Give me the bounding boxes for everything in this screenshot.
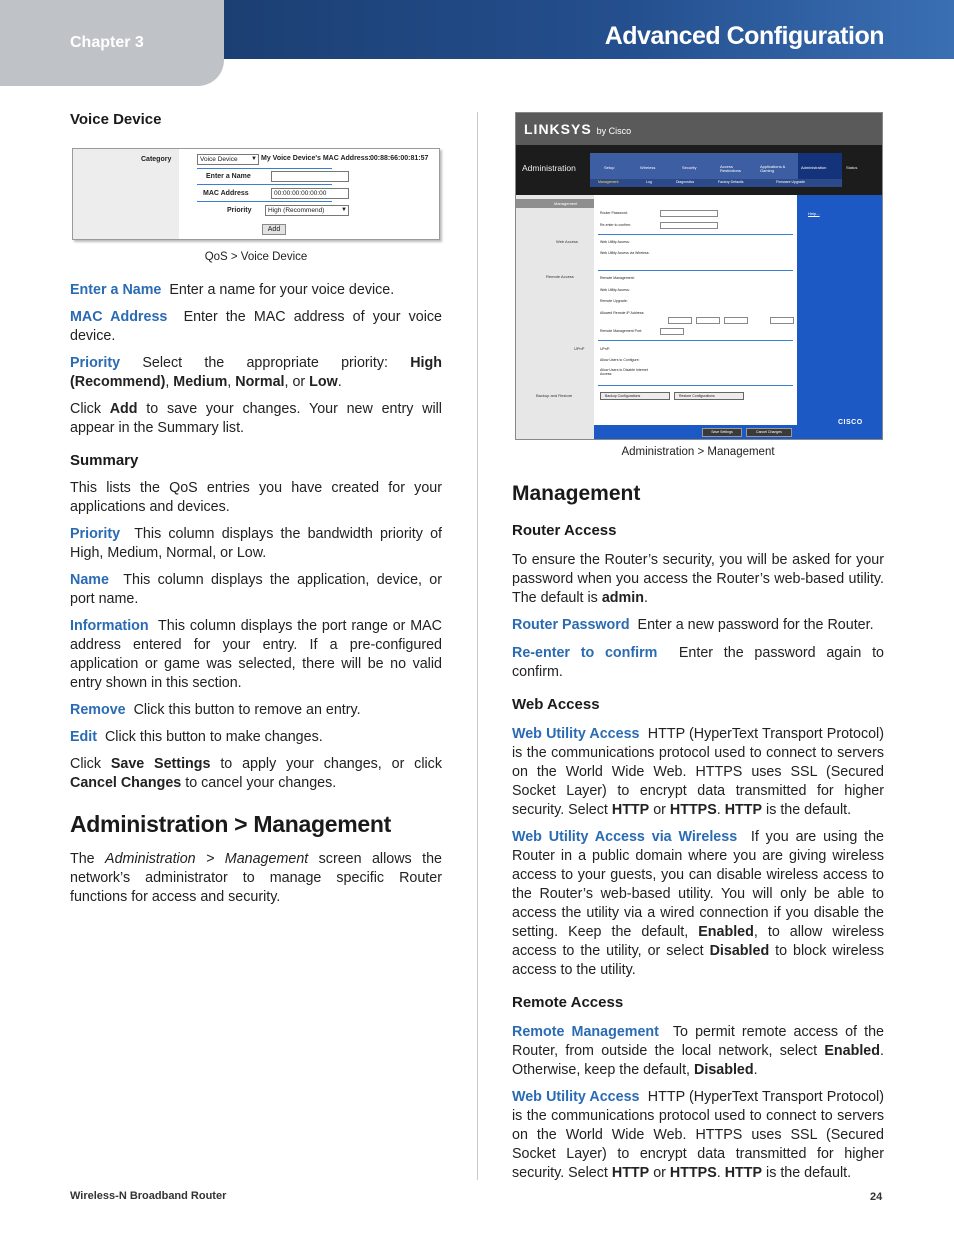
mac-para bbox=[70, 308, 442, 346]
rm-para: Remote Management To permit remote access of the Router, from outside the local network, select Enabled. Otherwise, keep the default, Disabled. bbox=[512, 1024, 884, 1078]
click-add-para bbox=[70, 400, 442, 438]
subtab-management: Management bbox=[598, 180, 619, 184]
http-bold: HTTP bbox=[724, 1165, 763, 1181]
https-bold: HTTPS bbox=[669, 802, 717, 818]
priority-text: Select the appropriate priority: bbox=[142, 355, 388, 371]
reenter-input bbox=[660, 222, 718, 229]
field-router-password: Router Password: bbox=[600, 211, 628, 215]
wua-para: Web Utility Access HTTP (HyperText Transport Protocol) is the communications protocol used to connect to servers on the World Wide Web. HTTPS uses SSL (Secured Socket Layer) to encrypt data transmitted for higher security. Select HTTP or HTTPS. HTTP is the default. bbox=[512, 726, 884, 818]
field-remote-upgrade: Remote Upgrade: bbox=[600, 299, 628, 303]
enabled-bold: Enabled bbox=[698, 924, 754, 940]
save-mid: to apply your changes, or click bbox=[220, 756, 442, 772]
s-remove-text: Click this button to remove an entry. bbox=[133, 702, 361, 718]
subtab-factory-defaults: Factory Defaults bbox=[718, 180, 744, 184]
dropdown-arrow-icon: ▼ bbox=[251, 156, 257, 162]
enabled-bold: Enabled bbox=[824, 1043, 880, 1059]
add-button: Add bbox=[262, 224, 286, 235]
term-wua-wireless: Web Utility Access via Wireless bbox=[512, 829, 738, 845]
wua2-para: Web Utility Access HTTP (HyperText Transport Protocol) is the communications protocol used to connect to servers on the World Wide Web. HTTPS uses SSL (Secured Socket Layer) to encrypt data transmitted for higher security. Select HTTP or HTTPS. HTTP is the default. bbox=[512, 1089, 884, 1181]
side-backup-restore: Backup and Restore bbox=[536, 393, 573, 398]
separator bbox=[598, 385, 793, 386]
save-post: to cancel your changes. bbox=[185, 775, 337, 791]
side-web-access: Web Access bbox=[556, 239, 578, 244]
field-remote-port: Remote Management Port: bbox=[600, 329, 643, 333]
wua-text: HTTP (HyperText Transport Protocol) is the communications protocol used to connect to servers on the World Wide Web. HTTPS uses SSL (Secured Socket Layer) to encrypt data transmitted for higher security. Select bbox=[512, 726, 884, 818]
summary-para: This lists the QoS entries you have created for your applications and devices. bbox=[70, 480, 442, 515]
http-bold: HTTP bbox=[611, 802, 650, 818]
term-router-password: Router Password bbox=[512, 617, 630, 633]
tab-administration: Administration bbox=[801, 165, 827, 170]
save-settings-button: Save Settings bbox=[702, 428, 742, 437]
s-remove-para bbox=[70, 701, 442, 720]
category-label: Category bbox=[141, 156, 172, 163]
web-access-heading: Web Access bbox=[512, 696, 600, 713]
category-select bbox=[197, 154, 259, 165]
field-web-utility-access-2: Web Utility Access: bbox=[600, 288, 630, 292]
chapter-label: Chapter 3 bbox=[70, 34, 144, 51]
admin-ital: Administration > Management bbox=[105, 851, 309, 867]
logo-text: LINKSYS bbox=[524, 121, 592, 137]
is-default: is the default. bbox=[766, 802, 852, 818]
term-web-utility-access: Web Utility Access bbox=[512, 726, 640, 742]
separator bbox=[598, 270, 793, 271]
page-number: 24 bbox=[870, 1191, 883, 1203]
is-default: is the default. bbox=[766, 1165, 852, 1181]
term-web-utility-access-2: Web Utility Access bbox=[512, 1089, 640, 1105]
left-body bbox=[70, 281, 442, 907]
save-bold: Save Settings bbox=[110, 756, 211, 772]
ip-octet-input bbox=[668, 317, 692, 324]
priority-normal: Normal bbox=[235, 374, 285, 390]
tab-security: Security bbox=[682, 165, 697, 170]
ip-octet-input bbox=[696, 317, 720, 324]
admin-pre: The bbox=[70, 851, 95, 867]
ip-octet-input bbox=[770, 317, 794, 324]
tab-wireless: Wireless bbox=[640, 165, 656, 170]
right-body bbox=[512, 482, 884, 1183]
column-divider bbox=[477, 112, 478, 1180]
header-bar bbox=[224, 0, 954, 59]
priority-label: Priority bbox=[227, 207, 252, 214]
router-pw-text: Enter a new password for the Router. bbox=[637, 617, 874, 633]
router-access-para: To ensure the Router’s security, you will be asked for your password when you access the Router’s web-based utility. The default is admin. bbox=[512, 552, 884, 606]
wua2-text: HTTP (HyperText Transport Protocol) is the communications protocol used to connect to servers on the World Wide Web. HTTPS uses SSL (Secured Socket Layer) to encrypt data transmitted for higher security. Select bbox=[512, 1089, 884, 1181]
priority-or: , or bbox=[284, 374, 306, 390]
screenshot-footer bbox=[594, 425, 797, 439]
voice-device-heading: Voice Device bbox=[70, 111, 162, 128]
cancel-changes-button: Cancel Changes bbox=[746, 428, 792, 437]
summary-heading: Summary bbox=[70, 452, 139, 469]
screenshot-help-panel bbox=[797, 195, 882, 439]
caption-qos: QoS > Voice Device bbox=[204, 251, 308, 263]
or-text: or bbox=[653, 802, 666, 818]
router-access-bold: admin bbox=[601, 590, 644, 606]
rm-text1: To permit remote access of the Router, from outside the local network, select bbox=[512, 1024, 884, 1059]
tab-setup: Setup bbox=[604, 165, 615, 170]
reenter-text: Enter the password again to confirm. bbox=[512, 645, 884, 680]
separator bbox=[598, 340, 793, 341]
term-s-remove: Remove bbox=[70, 702, 126, 718]
admin-para bbox=[70, 850, 442, 907]
s-name-text: This column displays the application, device, or port name. bbox=[70, 572, 442, 607]
click-add-post: to save your changes. Your new entry will appear in the Summary list. bbox=[70, 401, 442, 436]
separator bbox=[197, 168, 332, 169]
dropdown-arrow-icon: ▼ bbox=[341, 207, 347, 213]
priority-value: High (Recommend) bbox=[268, 207, 325, 214]
priority-medium: Medium bbox=[173, 374, 228, 390]
admin-management-screenshot bbox=[515, 112, 883, 440]
http-bold: HTTP bbox=[611, 1165, 650, 1181]
save-para bbox=[70, 755, 442, 793]
tab-status: Status bbox=[846, 165, 858, 170]
management-heading: Management bbox=[512, 482, 641, 505]
field-allow-disable: Allow Users to Disable Internet Access: bbox=[600, 368, 648, 376]
enter-name-para bbox=[70, 281, 442, 300]
or-text: or bbox=[653, 1165, 666, 1181]
disabled-bold: Disabled bbox=[694, 1062, 754, 1078]
subtab-firmware-upgrade: Firmware Upgrade bbox=[776, 180, 805, 184]
s-edit-text: Click this button to make changes. bbox=[104, 729, 323, 745]
s-edit-para bbox=[70, 728, 442, 747]
side-remote-access: Remote Access bbox=[546, 274, 574, 279]
wuaw-text1: If you are using the Router in a public domain where you are giving wireless access to your guests, you can disable wireless access to the Router’s web-based utility. You will only be able to access the utility via a wired connection if you disable the setting. Keep the default, bbox=[512, 829, 884, 940]
router-pw-para bbox=[512, 616, 884, 635]
click-add-pre: Click bbox=[70, 401, 101, 417]
priority-high: High (Recommend) bbox=[70, 355, 442, 390]
field-allow-configure: Allow Users to Configure: bbox=[600, 358, 640, 362]
chapter-tab bbox=[0, 0, 224, 86]
subtab-log: Log bbox=[646, 180, 652, 184]
priority-select bbox=[265, 205, 349, 216]
separator bbox=[197, 201, 332, 202]
term-s-name: Name bbox=[70, 572, 109, 588]
category-value: Voice Device bbox=[200, 156, 238, 163]
tab-access-restrictions: Access Restrictions bbox=[720, 164, 741, 173]
separator bbox=[197, 184, 332, 185]
term-s-priority: Priority bbox=[70, 526, 121, 542]
restore-button bbox=[674, 392, 744, 400]
rm-text2: . Otherwise, keep the default, bbox=[512, 1043, 884, 1078]
field-web-utility-wireless: Web Utility Access via Wireless: bbox=[600, 251, 650, 255]
term-mac: MAC Address bbox=[70, 309, 168, 325]
name-input bbox=[271, 171, 349, 182]
s-info-text: This column displays the port range or MAC address entered for your entry. If a pre-configured application or game was selected, there will be no valid entry shown in this section. bbox=[70, 618, 442, 691]
ip-octet-input bbox=[724, 317, 748, 324]
wuaw-text2: , to allow wireless access to the utility, or select bbox=[512, 924, 884, 959]
field-web-utility-access: Web Utility Access: bbox=[600, 240, 630, 244]
field-reenter: Re-enter to confirm: bbox=[600, 223, 631, 227]
term-s-edit: Edit bbox=[70, 729, 98, 745]
reenter-para bbox=[512, 644, 884, 682]
name-label: Enter a Name bbox=[206, 173, 251, 180]
mac-label: MAC Address bbox=[203, 190, 249, 197]
admin-heading: Administration > Management bbox=[70, 811, 391, 837]
save-cancel: Cancel Changes bbox=[70, 775, 182, 791]
wuaw-para bbox=[512, 828, 884, 980]
wuaw-text3: to block wireless access to the utility. bbox=[512, 943, 885, 978]
restore-label: Restore Configurations bbox=[679, 394, 715, 398]
section-title: Administration bbox=[522, 163, 576, 173]
term-priority: Priority bbox=[70, 355, 121, 371]
cisco-logo: CISCO bbox=[838, 419, 863, 426]
remote-port-input bbox=[660, 328, 684, 335]
mac-info-value: 00:88:66:00:81:57 bbox=[370, 155, 429, 162]
screenshot-sidebar bbox=[516, 195, 594, 439]
field-remote-management: Remote Management: bbox=[600, 276, 635, 280]
https-bold: HTTPS bbox=[669, 1165, 717, 1181]
mac-input: 00:00:00:00:00:00 bbox=[271, 188, 349, 199]
priority-low: Low bbox=[309, 374, 338, 390]
side-management: Management bbox=[554, 201, 578, 206]
logo-by: by Cisco bbox=[596, 126, 632, 136]
s-name-para bbox=[70, 571, 442, 609]
page-title: Advanced Configuration bbox=[604, 22, 884, 50]
term-s-info: Information bbox=[70, 618, 149, 634]
caption-admin: Administration > Management bbox=[621, 446, 775, 458]
term-reenter: Re-enter to confirm bbox=[512, 645, 658, 661]
s-priority-para bbox=[70, 525, 442, 563]
term-enter-name: Enter a Name bbox=[70, 282, 162, 298]
help-link: Help... bbox=[808, 211, 820, 216]
admin-post: screen allows the network’s administrator to manage specific Router functions for access and security. bbox=[70, 851, 442, 905]
router-access-text: To ensure the Router’s security, you will be asked for your password when you access the Router’s web-based utility. The default is bbox=[512, 552, 884, 606]
qos-voice-device-screenshot bbox=[72, 148, 440, 240]
separator bbox=[598, 234, 793, 235]
screenshot-topbar bbox=[516, 113, 882, 145]
term-remote-management: Remote Management bbox=[512, 1024, 659, 1040]
side-upnp: UPnP bbox=[574, 346, 585, 351]
click-add-bold: Add bbox=[109, 401, 138, 417]
linksys-logo bbox=[524, 121, 631, 137]
priority-para: Priority Select the appropriate priority: High (Recommend), Medium, Normal, or Low. bbox=[70, 355, 442, 390]
enter-name-text: Enter a name for your voice device. bbox=[169, 282, 395, 298]
s-priority-text: This column displays the bandwidth priority of High, Medium, Normal, or Low. bbox=[70, 526, 442, 561]
subtab-diagnostics: Diagnostics bbox=[676, 180, 695, 184]
mac-text: Enter the MAC address of your voice device. bbox=[70, 309, 442, 344]
remote-access-heading: Remote Access bbox=[512, 994, 624, 1011]
http-bold: HTTP bbox=[724, 802, 763, 818]
mac-info-label: My Voice Device's MAC Address: bbox=[261, 155, 371, 162]
router-access-heading: Router Access bbox=[512, 522, 617, 539]
field-upnp: UPnP: bbox=[600, 347, 611, 351]
s-info-para bbox=[70, 617, 442, 693]
router-password-input bbox=[660, 210, 718, 217]
backup-label: Backup Configurations bbox=[605, 394, 641, 398]
screenshot-subnav bbox=[590, 179, 842, 187]
footer-product: Wireless-N Broadband Router bbox=[70, 1190, 227, 1202]
save-pre: Click bbox=[70, 756, 101, 772]
disabled-bold: Disabled bbox=[709, 943, 770, 959]
field-allowed-ip: Allowed Remote IP Address: bbox=[600, 311, 645, 315]
backup-button bbox=[600, 392, 670, 400]
tab-applications-gaming: Applications & Gaming bbox=[760, 164, 786, 173]
